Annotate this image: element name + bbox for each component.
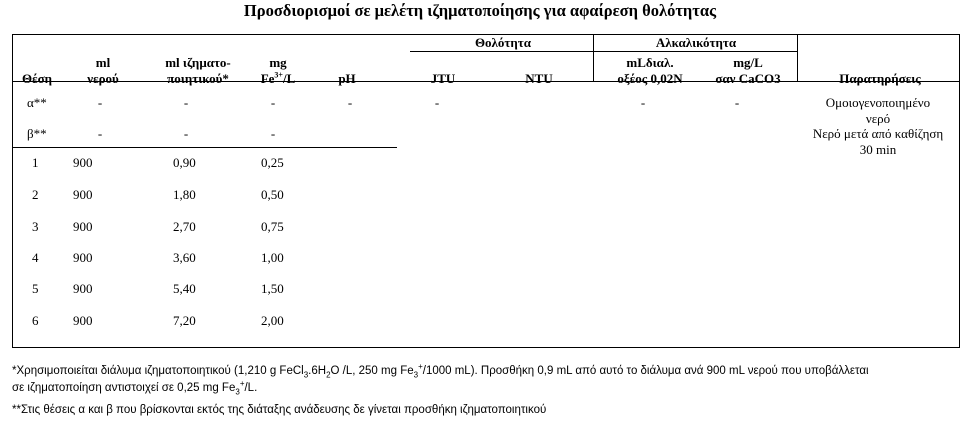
turbidity-alkalinity-separator <box>593 35 594 81</box>
footnote-1-part-b: .6H <box>308 365 327 377</box>
col-header-fe-mg <box>233 55 323 87</box>
row-beta-bottom-rule <box>13 147 397 148</box>
alkalinity-group-header: Αλκαλικότητα <box>655 35 737 50</box>
row-3-coagulant: 2,70 <box>173 219 196 234</box>
row-alpha-note <box>803 95 953 127</box>
footnote-1-part-a: *Χρησιμοποιείται διάλυμα ιζηματοποιητικού (1,210 g FeCl <box>12 365 304 377</box>
row-3-water: 900 <box>73 219 93 234</box>
row-4-fe: 1,00 <box>261 250 284 265</box>
footnote-2-sup: + <box>239 379 245 389</box>
row-alpha-note-line1: Ομοιογενοποιημένο <box>825 95 931 110</box>
row-5-fe: 1,50 <box>261 281 284 296</box>
col-header-water-ml-line2: νερού <box>87 71 119 86</box>
row-4-water: 900 <box>73 250 93 265</box>
row-6-coagulant: 7,20 <box>173 313 196 328</box>
row-5-water: 900 <box>73 281 93 296</box>
col-header-jtu: JTU <box>430 71 456 86</box>
footnote-2-part-a: σε ιζηματοποίηση αντιστοιχεί σε 0,25 mg Fe <box>12 382 236 394</box>
footnote-2-part-b: /L. <box>244 382 258 394</box>
col-header-ntu: NTU <box>525 71 553 86</box>
fe-charge: 3+ <box>274 70 283 80</box>
col-header-acid-ml <box>605 55 695 87</box>
col-header-caco3-line2: σαν CaCO3 <box>715 71 781 86</box>
row-5-position: 5 <box>32 281 39 296</box>
row-alpha-caco3: - <box>734 95 740 110</box>
row-beta-coagulant: - <box>183 126 189 141</box>
fe-unit: /L <box>282 71 296 86</box>
footnote-1-sub-1: 3 <box>303 370 309 380</box>
group-header-divider <box>410 51 797 52</box>
row-1-water: 900 <box>73 155 93 170</box>
col-header-position: Θέση <box>21 71 53 86</box>
row-beta-note-line1: Νερό μετά από καθίζηση <box>812 126 944 141</box>
footnote-1-sup-3: + <box>418 362 423 372</box>
col-header-caco3-line1: mg/L <box>733 55 763 70</box>
col-header-water-ml <box>73 55 133 87</box>
document-title: Προσδιορισμοί σε μελέτη ιζηματοποίησης για αφαίρεση θολότητας <box>243 1 717 20</box>
col-header-fe-line2 <box>233 71 323 87</box>
col-header-fe-line1: mg <box>269 55 287 70</box>
col-header-coagulant-line1: ml ιζηματο- <box>165 55 231 70</box>
row-6-water: 900 <box>73 313 93 328</box>
row-alpha-jtu: - <box>434 95 440 110</box>
row-alpha-coagulant: - <box>183 95 189 110</box>
row-alpha-note-line2: νερό <box>865 111 891 126</box>
row-beta-note <box>803 126 953 158</box>
row-beta-note-line2: 30 min <box>859 142 897 157</box>
footnote-1-part-c: O /L, 250 mg Fe <box>330 365 414 377</box>
col-header-acid-line1: mLδιαλ. <box>626 55 674 70</box>
row-beta-fe: - <box>270 126 276 141</box>
row-2-coagulant: 1,80 <box>173 187 196 202</box>
row-alpha-water: - <box>97 95 103 110</box>
row-alpha-acid: - <box>640 95 646 110</box>
col-header-coagulant-line2: ποιητικού* <box>167 71 229 86</box>
footnote-1-part-d: /1000 mL). Προσθήκη 0,9 mL από αυτό το διάλυμα ανά 900 mL νερού που υποβάλλεται <box>422 365 869 377</box>
row-4-coagulant: 3,60 <box>173 250 196 265</box>
footnote-1-sub-2: 2 <box>326 370 331 380</box>
col-header-caco3 <box>708 55 788 87</box>
col-header-water-ml-line1: ml <box>95 55 111 70</box>
col-header-acid-line2: οξέος 0,02N <box>617 71 683 86</box>
row-2-water: 900 <box>73 187 93 202</box>
footnote-coagulant-line1 <box>12 362 869 380</box>
col-header-ph: pH <box>338 71 356 86</box>
row-6-position: 6 <box>32 313 39 328</box>
row-2-position: 2 <box>32 187 39 202</box>
row-beta-position: β** <box>27 126 47 141</box>
results-table <box>12 34 960 348</box>
footnote-1-sub-3: 3 <box>413 370 419 380</box>
row-1-coagulant: 0,90 <box>173 155 196 170</box>
footnote-2-sub: 3 <box>235 387 240 397</box>
row-alpha-fe: - <box>270 95 276 110</box>
row-beta-water: - <box>97 126 103 141</box>
row-alpha-position: α** <box>27 95 47 110</box>
footnote-coagulant-line2 <box>12 379 258 397</box>
row-1-fe: 0,25 <box>261 155 284 170</box>
row-1-position: 1 <box>32 155 39 170</box>
row-6-fe: 2,00 <box>261 313 284 328</box>
turbidity-group-header: Θολότητα <box>474 35 532 50</box>
notes-column-separator <box>797 35 798 81</box>
col-header-notes: Παρατηρήσεις <box>839 71 921 86</box>
row-alpha-ph: - <box>347 95 353 110</box>
row-3-position: 3 <box>32 219 39 234</box>
row-5-coagulant: 5,40 <box>173 281 196 296</box>
row-4-position: 4 <box>32 250 39 265</box>
fe-symbol: Fe <box>260 71 275 86</box>
footnote-positions: **Στις θέσεις α και β που βρίσκονται εκτός της διάταξης ανάδευσης δε γίνεται προσθήκη ιζηματοποιητικού <box>12 404 547 416</box>
row-3-fe: 0,75 <box>261 219 284 234</box>
row-2-fe: 0,50 <box>261 187 284 202</box>
